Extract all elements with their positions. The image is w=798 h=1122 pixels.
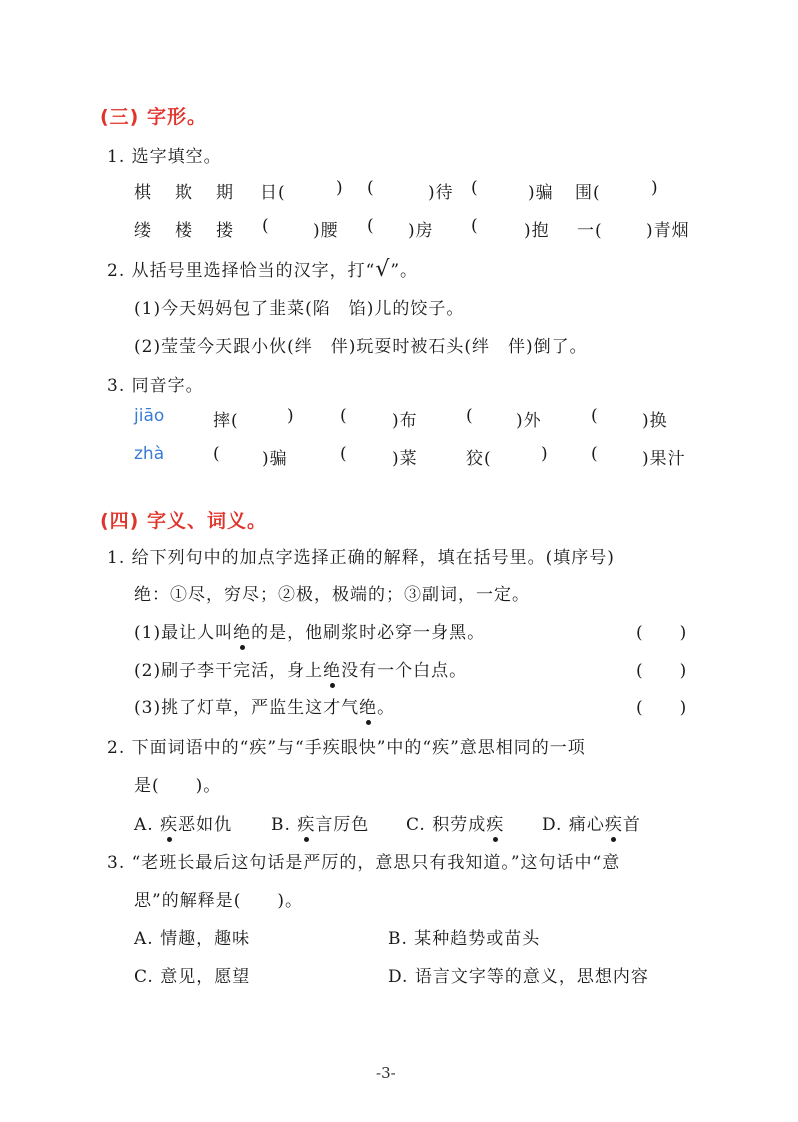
row1-char: 期 <box>216 183 234 203</box>
sentence-text: 的是，他刷浆时必穿一身黑。 <box>251 623 486 643</box>
dotted-char: 疾 <box>486 810 504 835</box>
dotted-char: 疾 <box>160 810 178 835</box>
row1-blank[interactable]: 围( <box>575 183 601 203</box>
homophone-blank[interactable]: ( <box>591 444 599 464</box>
homophone-blank[interactable]: )果汁 <box>642 449 686 469</box>
row2-char: 搂 <box>216 221 234 241</box>
definition-line: 绝：①尽，穷尽；②极，极端的；③副词，一定。 <box>134 585 530 605</box>
question-2-title <box>107 256 418 282</box>
s4-question-2-line-1: 2. 下面词语中的“疾”与“手疾眼快”中的“疾”意思相同的一项 <box>107 738 586 758</box>
question-2-title-text: 2. 从括号里选择恰当的汉字，打“ <box>107 261 376 281</box>
question-2-sentence-2[interactable]: (2)莹莹今天跟小伙(绊 伴)玩耍时被石头(绊 伴)倒了。 <box>134 337 588 357</box>
question-2-title-end: ”。 <box>390 261 419 281</box>
homophone-row-1 <box>0 406 798 430</box>
homophone-blank[interactable]: 摔( <box>213 411 239 431</box>
option-text: 言厉色 <box>315 815 370 835</box>
homophone-blank[interactable]: )换 <box>642 411 668 431</box>
homophone-blank[interactable]: ( <box>213 444 221 464</box>
dotted-char: 绝 <box>359 693 377 718</box>
s4-q3-option-c[interactable]: C. 意见，愿望 <box>134 967 251 987</box>
page-number: -3- <box>376 1064 396 1082</box>
homophone-blank[interactable]: )菜 <box>392 449 418 469</box>
option-b[interactable] <box>271 810 369 835</box>
homophone-row-2 <box>0 444 798 468</box>
row2-char: 楼 <box>175 221 193 241</box>
row1-blank[interactable]: )待 <box>428 183 454 203</box>
row1-blank[interactable]: 日( <box>260 183 286 203</box>
row1-blank[interactable]: ( <box>367 178 375 198</box>
option-text: 恶如仇 <box>178 815 233 835</box>
option-text: C. 积劳成 <box>406 815 487 835</box>
sentence-text: 。 <box>377 698 396 718</box>
homophone-blank[interactable]: )布 <box>392 411 418 431</box>
homophone-blank[interactable]: ( <box>591 406 599 426</box>
s4-question-2-line-2[interactable]: 是( )。 <box>134 776 222 796</box>
row1-char: 棋 <box>134 183 152 203</box>
sentence-text: (2)刷子李干完活，身上 <box>134 661 324 681</box>
fill-row-1 <box>0 178 798 202</box>
option-text: A. <box>134 815 161 835</box>
fill-row-2 <box>0 216 798 240</box>
question-3-title: 3. 同音字。 <box>107 376 204 396</box>
s4-q1-sentence-2 <box>134 656 467 681</box>
homophone-blank[interactable]: ( <box>466 406 474 426</box>
s4-question-3-line-2[interactable]: 思”的解释是( )。 <box>134 891 303 911</box>
homophone-blank[interactable]: ) <box>287 406 295 426</box>
row2-char: 缕 <box>134 221 152 241</box>
s4-q3-option-b[interactable]: B. 某种趋势或苗头 <box>388 929 541 949</box>
s4-q1-sentence-3 <box>134 693 395 718</box>
sentence-text: 没有一个白点。 <box>341 661 468 681</box>
homophone-blank[interactable]: )骗 <box>262 449 288 469</box>
check-mark-icon: √ <box>375 257 391 282</box>
question-2-sentence-1[interactable]: (1)今天妈妈包了韭菜(陷 馅)儿的饺子。 <box>134 299 465 319</box>
s4-q1-sentence-1 <box>134 618 485 643</box>
option-text: B. <box>271 815 298 835</box>
option-text: 首 <box>622 815 641 835</box>
section-heading-ziyi: (四) 字义、词义。 <box>100 510 267 532</box>
homophone-blank[interactable]: ( <box>340 406 348 426</box>
homophone-blank[interactable]: ( <box>340 444 348 464</box>
s4-question-3-line-1: 3. “老班长最后这句话是严厉的，意思只有我知道。”这句话中“意 <box>107 853 621 873</box>
s4-question-1-title: 1. 给下列句中的加点字选择正确的解释，填在括号里。(填序号) <box>107 548 615 568</box>
option-a[interactable] <box>134 810 232 835</box>
row2-blank[interactable]: )青烟 <box>646 221 690 241</box>
answer-blank[interactable]: ( ) <box>636 623 688 643</box>
row2-blank[interactable]: )房 <box>408 221 434 241</box>
row2-blank[interactable]: )腰 <box>313 221 339 241</box>
homophone-blank[interactable]: ) <box>541 444 549 464</box>
homophone-blank[interactable]: 狡( <box>466 449 492 469</box>
row1-blank[interactable]: )骗 <box>528 183 554 203</box>
question-1-title: 1. 选字填空。 <box>107 147 222 167</box>
row2-blank[interactable]: 一( <box>577 221 603 241</box>
row1-char: 欺 <box>175 183 193 203</box>
row2-blank[interactable]: )抱 <box>524 221 550 241</box>
sentence-text: (3)挑了灯草，严监生这才气 <box>134 698 360 718</box>
row2-blank[interactable]: ( <box>262 216 270 236</box>
row1-blank[interactable]: ) <box>651 178 659 198</box>
dotted-char: 疾 <box>297 810 315 835</box>
option-d[interactable] <box>542 810 641 835</box>
dotted-char: 绝 <box>233 618 251 643</box>
s4-q3-option-d[interactable]: D. 语言文字等的意义，思想内容 <box>388 967 649 987</box>
dotted-char: 绝 <box>323 656 341 681</box>
homophone-blank[interactable]: )外 <box>516 411 542 431</box>
pinyin-label: jiāo <box>134 406 165 426</box>
sentence-text: (1)最让人叫 <box>134 623 234 643</box>
pinyin-label: zhà <box>134 444 165 464</box>
s4-q3-option-a[interactable]: A. 情趣，趣味 <box>134 929 251 949</box>
row1-blank[interactable]: ) <box>336 178 344 198</box>
option-text: D. 痛心 <box>542 815 605 835</box>
option-c[interactable] <box>406 810 504 835</box>
answer-blank[interactable]: ( ) <box>636 661 688 681</box>
answer-blank[interactable]: ( ) <box>636 698 688 718</box>
dotted-char: 疾 <box>605 810 623 835</box>
row2-blank[interactable]: ( <box>367 216 375 236</box>
row2-blank[interactable]: ( <box>471 216 479 236</box>
row1-blank[interactable]: ( <box>471 178 479 198</box>
section-heading-zixing: (三) 字形。 <box>100 106 207 128</box>
